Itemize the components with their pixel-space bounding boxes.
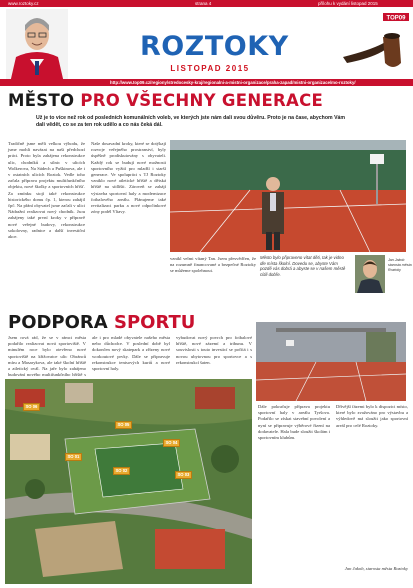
map-label-so04: SO 04	[163, 439, 180, 447]
page-number: strana 4	[195, 1, 212, 6]
article1-column-2: Naše dosavadní kroky, které se dotýkají rozvoje veřejného prostranství, byly úspěšně prodiskutovány s obyvateli. Každý rok se budují nové možnosti sportovního vyžití pro mladší i starší generace. Ve spolupráci s TJ Roztoky vzniklo nové atletické hřiště a dětská hřiště na sídlišti. Zároveň se zahájí výstavba sportovní haly a modernizace fotbalového areálu. Plánujeme také revitalizaci parku a nové odpočinkové zóny podél Vltavy.	[91, 141, 166, 215]
article1-photo-caption: Město bylo připraveno vítat děti, tak je vidno dle místa školní. Dovedu se, abyste Vám pozdě vás dobrá a abyste se v našem městě cítili dobře.	[260, 255, 346, 277]
aerial-photo	[5, 379, 252, 584]
article2-column-4: Dále pokračuje příprava projektu sportovní haly v areálu Tyršova. Podařilo se získat stavební povolení a nyní se připravuje výběrové řízení na dodavatele. Hala bude sloužit školám i sportovním klubům.	[258, 404, 330, 441]
issue-label: přílohu k vydání listopad 2015	[318, 1, 378, 6]
map-label-so02: SO 02	[113, 467, 130, 475]
article2-column-1: Jsem rová rád, že se v rámci města podařilo realizovat nová sportoviště. V minulém roce bylo otevřeno nové sportoviště na křižovatce ulic Obránců míru a Masarykova, ale také školní hřiště a atletický ovál. Na jaře bylo zahájeno budování nového multifunkčního hřiště s	[8, 335, 86, 378]
article2-column-2: ale i pro mladé obyvatele našeho města nebo důchodce. V poslední době byl dokončen nový skatepark a zřízeny nové workoutové prvky. Dále se připravuje rekonstrukce tenisových kurtů a nové sportovní haly.	[92, 335, 170, 372]
mayor-portrait	[355, 255, 385, 293]
map-label-so05: SO 05	[115, 421, 132, 429]
website-label[interactable]: www.roztoky.cz	[8, 1, 39, 6]
masthead	[0, 7, 413, 85]
article2-headline-part1: PODPORA	[8, 312, 108, 333]
party-url-link[interactable]: http://www.top09.cz/regiony/stredocesky-kraj/regionalni-a-mistni-organizace/praha-zapad/mistni-organizace/mo-roztoky/	[110, 80, 356, 85]
top09-badge: TOP09	[386, 15, 406, 22]
article2-photo-indoor-court	[256, 322, 406, 401]
aerial-site-map	[5, 379, 252, 584]
map-label-so06: SO 06	[23, 403, 40, 411]
article1-column-3: vznikl velmi vítaný Tan. Jsem přesvědčen, že na rozumně financované a bezpečné Roztoky se můžeme spolehnout.	[170, 256, 256, 274]
masthead-title: ROZTOKY	[140, 31, 289, 62]
article1-headline	[8, 91, 323, 110]
article2-signature: Jan Jakob, starosta města Roztoky	[344, 566, 408, 571]
article1-photo-court	[170, 140, 406, 252]
article2-column-3: vybudovat nový povrch pro fotbalové hřiště, nové zázemí a tribunu. V souvislosti s touto investicí se počítá i s novou ubytovnou pro sportovce a s rekonstrukcí šaten.	[176, 335, 252, 365]
map-label-so01: SO 01	[65, 453, 82, 461]
url-bar	[0, 79, 413, 86]
article1-headline-part2: PRO VŠECHNY GENERACE	[80, 91, 324, 110]
article2-headline-part2: SPORTU	[114, 312, 196, 333]
masthead-portrait-illustration	[6, 9, 68, 83]
masthead-subtitle: LISTOPAD 2015	[170, 64, 250, 73]
top-bar	[0, 0, 413, 7]
article2-column-5: Dřívější fázemi bylo k dispozici místo, které bylo zvažováno pro výstavbu a výhledově má sloužit jako sportovní areál pro celé Roztoky.	[336, 404, 408, 428]
map-label-so03: SO 03	[175, 471, 192, 479]
article1-column-1: Tradičně jsme měli velkou výhodu, že jsme mohli navázat na naši předchozí práci. Proto byla zahájena rekonstrukce ulic, chodníků a silnic v ulicích Wolkerova, Na Sádech a Puškinova, ale i v ostatních ulicích Roztok. Vedle toho začala příprava projektu multifunkčního objektu, nové školky a sportovních hřišť. Za zmínku stojí také rekonstrukce historického domu čp. 1, kterou zahájil čpč. Na přání obyvatel jsme začali v ulici Nádražní realizovat nový chodník. Jsou zahájeny také první kroky v přípravě nové veřejné budovy, rekonstrukce sokolovny, radnice a další investiční akce.	[8, 141, 85, 240]
pipe-illustration	[335, 11, 410, 85]
article2-headline	[8, 312, 195, 333]
article1-lede: Už je to více než rok od posledních komunálních voleb, ve kterých jste nám dali svou důvěru. Proto je na čase, abychom Vám dali vědět, co se za ten rok udělo a co nás čeká dál.	[36, 115, 346, 128]
portrait-caption: Jan Jakob starosta města Roztoky	[388, 258, 412, 272]
article1-headline-part1: MĚSTO	[8, 91, 75, 110]
